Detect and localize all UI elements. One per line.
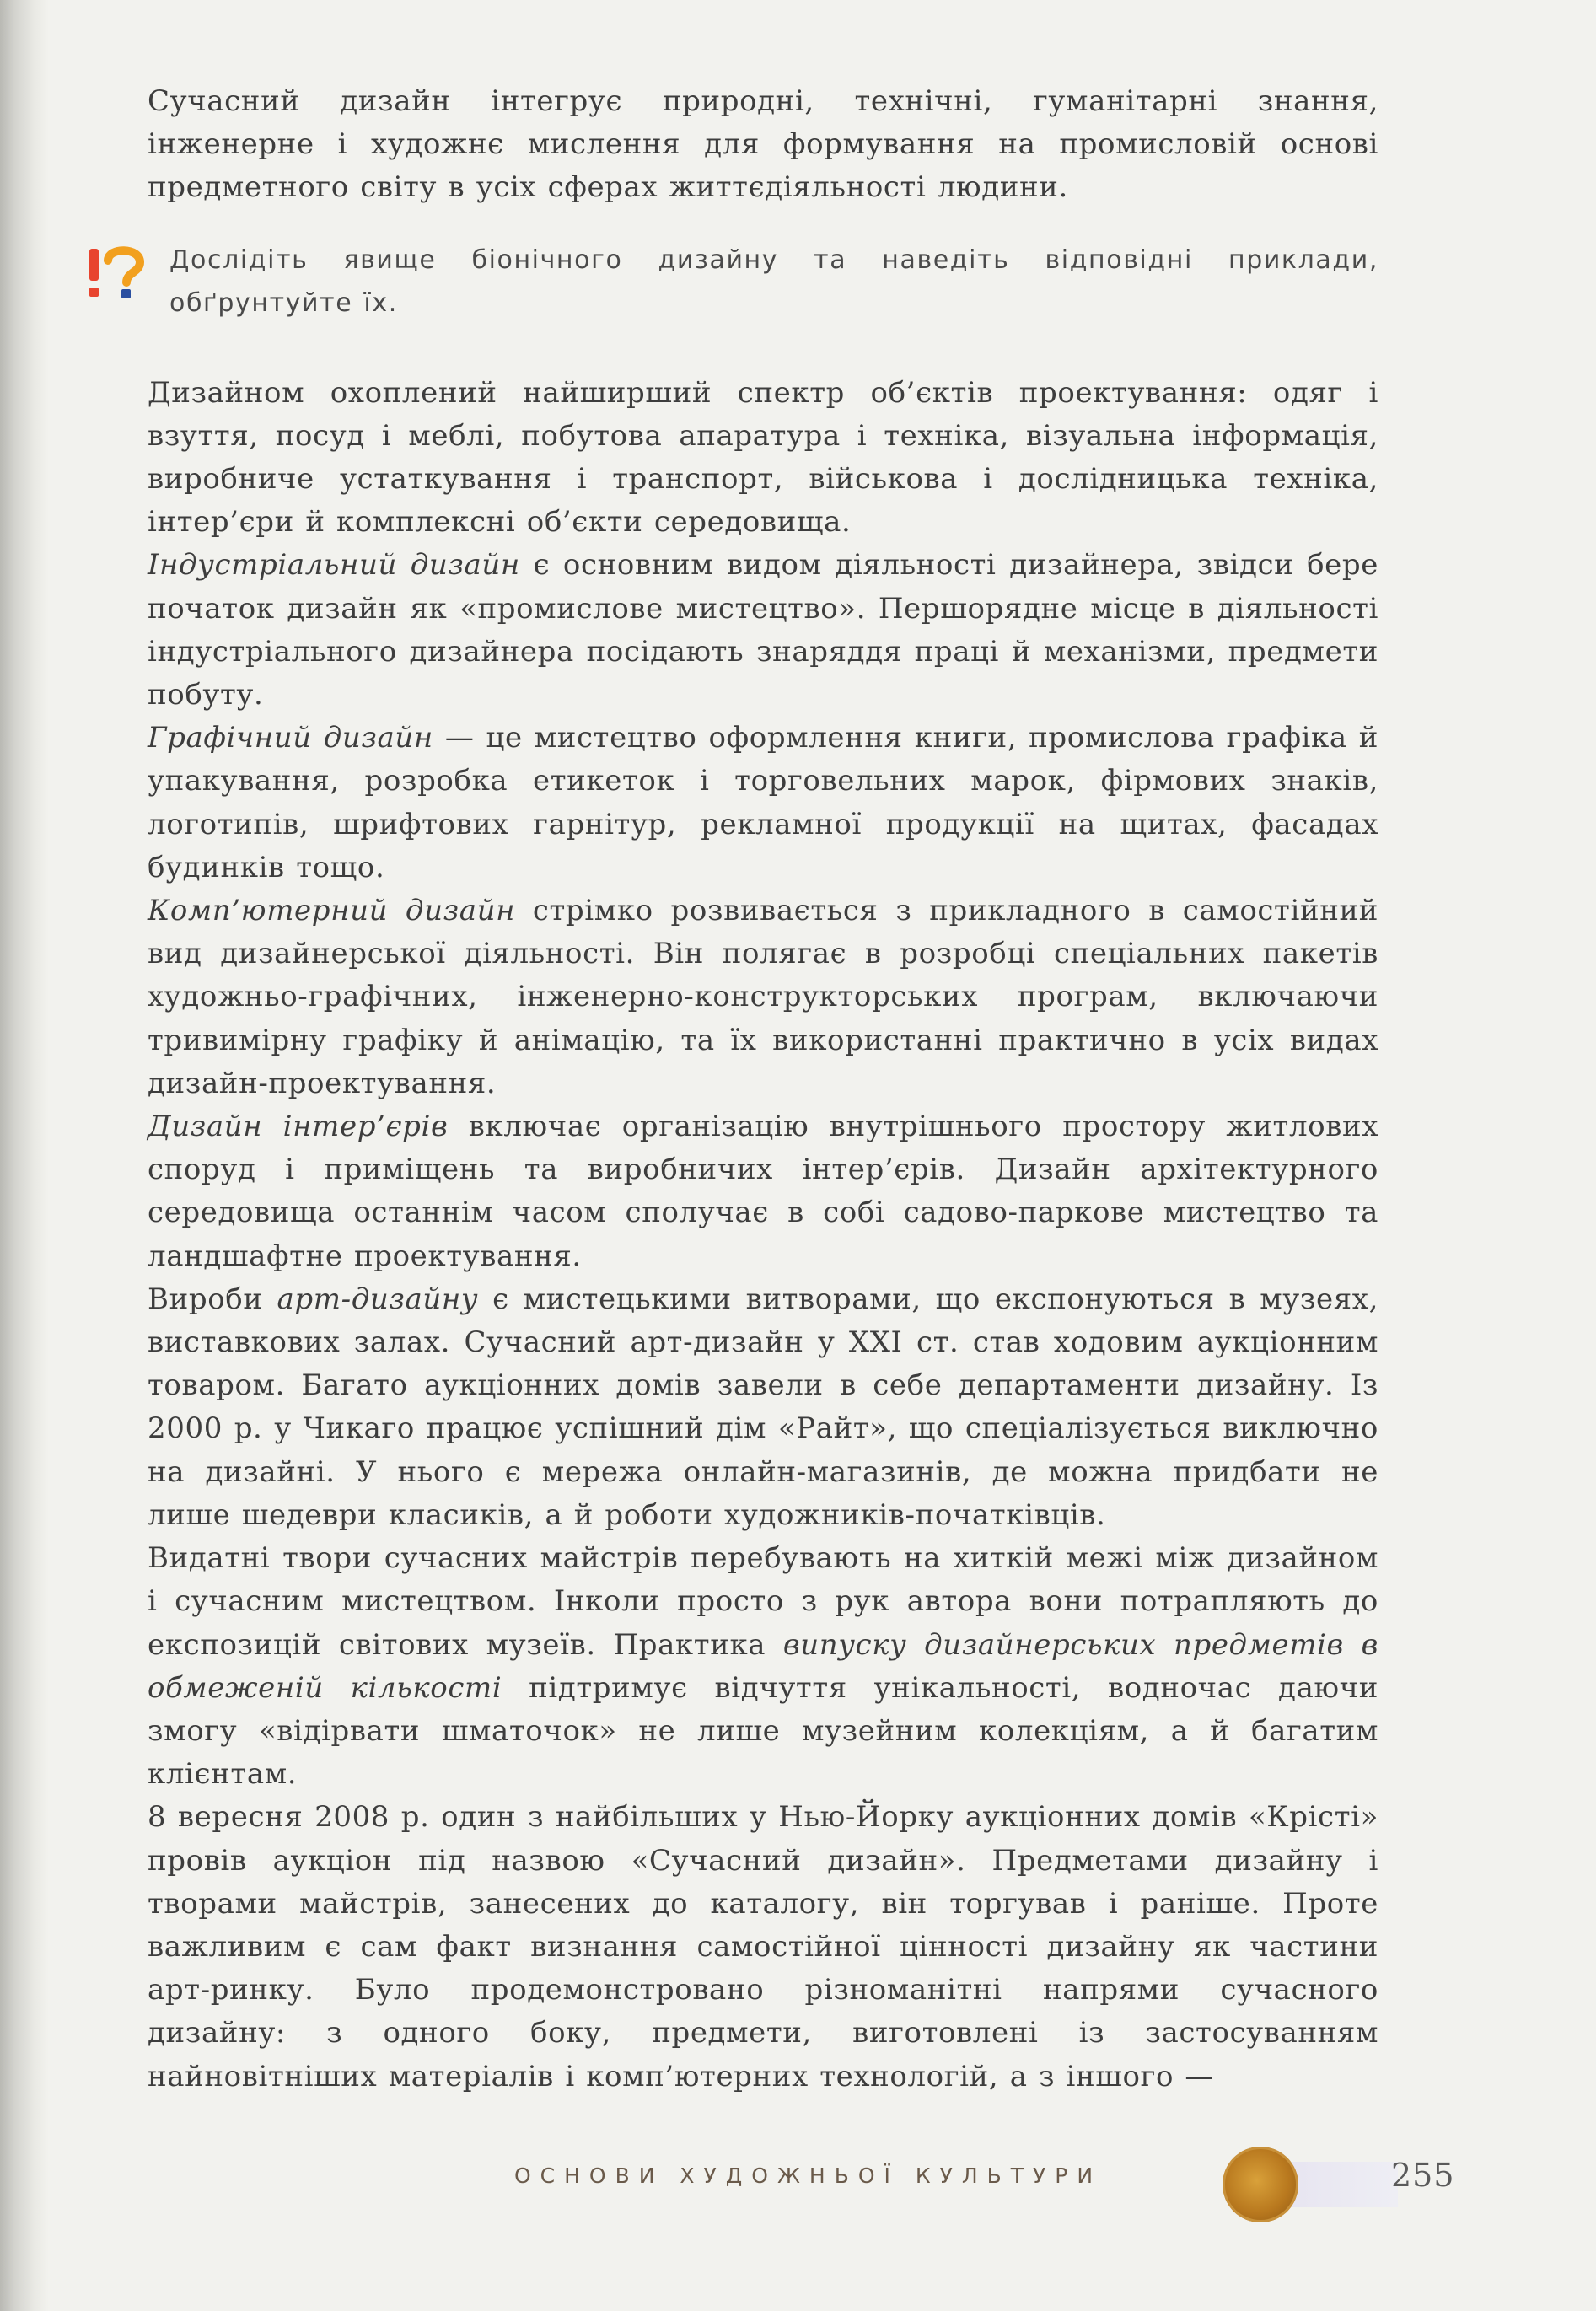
intro-paragraph: Сучасний дизайн інтегрує природні, технічні, гуманітарні знання, інженерне і художнє мислення для формування на промисловій основі предметного світу в усіх сферах життєдіяльності людини. bbox=[148, 84, 1378, 205]
term-limited-editions: випуску дизайнерських предметів в обмеженій кількості bbox=[148, 1627, 1378, 1705]
term-interior-design: Дизайн інтер’єрів bbox=[148, 1110, 449, 1144]
task-block bbox=[148, 239, 1378, 325]
term-computer-design: Комп’ютерний дизайн bbox=[148, 894, 516, 928]
page-content bbox=[148, 80, 1378, 2099]
paragraph-text: Вироби bbox=[148, 1282, 277, 1316]
paragraph-text: Дизайном охоплений найширший спектр об’єктів проектування: одяг і взуття, посуд і меблі, побутова апаратура і техніка, візуальна інформація, виробниче устаткування і транспорт, військова і дослідницька техніка, інтер’єри й комплексні об’єкти середовища. bbox=[148, 375, 1378, 540]
paragraph-text: Видатні твори сучасних майстрів перебувають на хиткій межі між дизайном і сучасним мистецтвом. Інколи просто з рук автора вони потрапляють до експозицій світових музеїв. Практика bbox=[148, 1541, 1378, 1662]
paragraph-graphic-design bbox=[148, 717, 1378, 889]
running-title: ОСНОВИ ХУДОЖНЬОЇ КУЛЬТУРИ bbox=[514, 2163, 1103, 2188]
paragraph-design-scope bbox=[148, 372, 1378, 545]
term-industrial-design: Індустріальний дизайн bbox=[148, 548, 520, 583]
page-number: 255 bbox=[1391, 2157, 1455, 2194]
exclamation-question-icon bbox=[84, 242, 152, 309]
paragraph-text: є основним видом діяльності дизайнера, звідси бере початок дизайн як «промислове мистецтво». Першорядне місце в діяльності індустріального дизайнера посідають знаряддя праці й механізми, предмети побуту. bbox=[148, 548, 1378, 712]
book-binding-shadow bbox=[0, 0, 49, 2311]
paragraph-art-design bbox=[148, 1278, 1378, 1537]
paragraph-text: включає організацію внутрішнього простору житлових споруд і приміщень та виробничих інтер’єрів. Дизайн архітектурного середовища останнім часом сполучає в собі садово-паркове мистецтво та ландшафтне проектування. bbox=[148, 1110, 1378, 1273]
paragraph-text: — це мистецтво оформлення книги, промислова графіка й упакування, розробка етикеток і торговельних марок, фірмових знаків, логотипів, шрифтових гарнітур, рекламної продукції на щитах, фасадах будинків тощо. bbox=[148, 721, 1378, 884]
paragraph-limited-editions bbox=[148, 1537, 1378, 1796]
paragraph-text: підтримує відчуття унікальності, водночас даючи змогу «відірвати шматочок» не лише музейним колекціям, а й багатим клієнтам. bbox=[148, 1670, 1378, 1792]
paragraph-interior-design bbox=[148, 1105, 1378, 1278]
page-footer bbox=[514, 2147, 1455, 2214]
paragraph-text: стрімко розвивається з прикладного в самостійний вид дизайнерської діяльності. Він полягає в розробці спеціальних пакетів художньо-графічних, інженерно-конструкторських програм, включаючи тривимірну графіку й анімацію, та їх використанні практично в усіх видах дизайн-проектування. bbox=[148, 894, 1378, 1100]
paragraph-text: є мистецькими витворами, що експонуються в музеях, виставкових залах. Сучасний арт-дизайн у XXI ст. став ходовим аукціонним товаром. Багато аукціонних домів завели в себе департаменти дизайну. Із 2000 р. у Чикаго працює успішний дім «Райт», що спеціалізується виключно на дизайні. У нього є мережа онлайн-магазинів, де можна придбати не лише шедеври класиків, а й роботи художників-початківців. bbox=[148, 1282, 1378, 1532]
term-graphic-design: Графічний дизайн bbox=[148, 721, 433, 755]
medal-emblem-icon bbox=[1223, 2147, 1298, 2222]
paragraph-computer-design bbox=[148, 889, 1378, 1105]
task-text: Дослідіть явище біонічного дизайну та наведіть відповідні приклади, обґрунтуйте їх. bbox=[169, 245, 1378, 318]
paragraph-christies-auction: 8 вересня 2008 р. один з найбільших у Нью-Йорку аукціонних домів «Крісті» провів аукціон під назвою «Сучасний дизайн». Предметами дизайну і творами майстрів, занесених до каталогу, він торгував і раніше. Проте важливим є сам факт визнання самостійної цінності дизайну як частини арт-ринку. Було продемонстровано різноманітні напрями сучасного дизайну: з одного боку, предмети, виготовлені із застосуванням найновітніших матеріалів і комп’ютерних технологій, а з іншого — bbox=[148, 1800, 1378, 2093]
term-art-design: арт-дизайну bbox=[277, 1282, 479, 1316]
paragraph-industrial-design bbox=[148, 544, 1378, 717]
